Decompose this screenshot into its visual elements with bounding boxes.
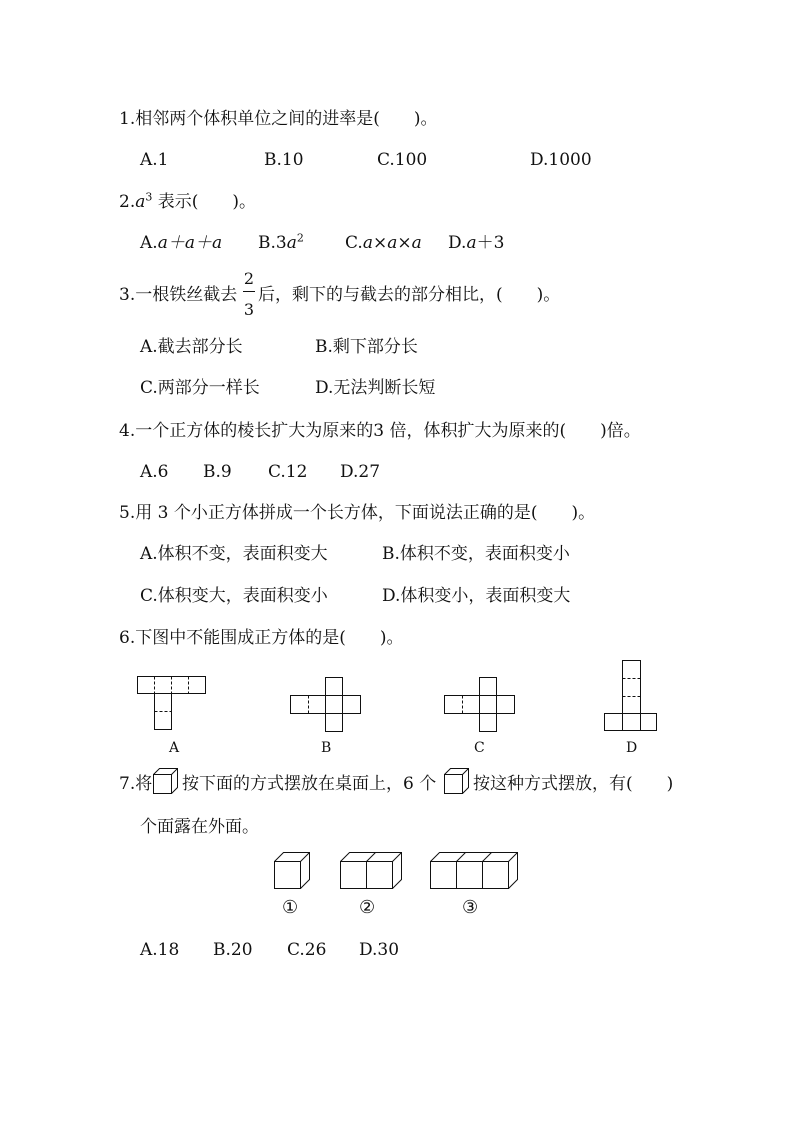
q4-option-a: A.6 (140, 462, 169, 482)
q7-part2: 按下面的方式摆放在桌面上，6 个 (182, 774, 437, 794)
q3-option-b: B.剩下部分长 (315, 337, 418, 357)
cube-net-d (604, 660, 660, 732)
q7-part3: 按这种方式摆放，有( ) (473, 774, 674, 794)
q3-fraction-bar (243, 291, 255, 292)
q7-option-d: D.30 (359, 940, 400, 960)
q7-option-b: B.20 (213, 940, 253, 960)
q3-fraction-denominator: 3 (243, 300, 255, 319)
q3-option-c: C.两部分一样长 (140, 378, 260, 398)
q3-option-d: D.无法判断长短 (315, 378, 436, 398)
q2-stem (119, 191, 256, 213)
q2-rest: 表示( )。 (157, 192, 257, 212)
cube-stack-1 (274, 852, 314, 892)
cube-net-c (444, 677, 516, 733)
net-a-label: A (169, 740, 180, 756)
q5-stem: 5.用 3 个小正方体拼成一个长方体，下面说法正确的是( )。 (119, 503, 596, 523)
q3-stem-before: 3.一根铁丝截去 (119, 285, 238, 305)
net-b-label: B (321, 740, 332, 756)
q7-part1: 7.将 (119, 774, 153, 794)
fig-label-1: ① (282, 897, 299, 918)
q1-option-d: D.1000 (530, 150, 592, 170)
q7-option-a: A.18 (140, 940, 180, 960)
q2-option-a: A.a＋a＋a (140, 233, 223, 253)
q7-line2: 个面露在外面。 (140, 817, 259, 837)
q2-exponent: 3 (145, 190, 153, 204)
q5-option-a: A.体积不变，表面积变大 (140, 544, 328, 564)
q4-option-d: D.27 (340, 462, 381, 482)
q1-option-c: C.100 (377, 150, 428, 170)
fig-label-3: ③ (462, 897, 479, 918)
q2-option-b: $B.3a^2$ (258, 231, 304, 253)
q5-option-c: C.体积变大，表面积变小 (140, 586, 328, 606)
small-cube-icon (153, 768, 179, 796)
fig-label-2: ② (359, 897, 376, 918)
q6-stem: 6.下图中不能围成正方体的是( )。 (119, 628, 404, 648)
q7-option-c: C.26 (287, 940, 327, 960)
q2-option-d: D.a＋3 (448, 233, 505, 253)
q3-fraction-numerator: 2 (243, 269, 255, 288)
net-d-label: D (626, 740, 638, 756)
q2-option-c: C.a×a×a (345, 233, 422, 253)
q1-option-b: B.10 (264, 150, 304, 170)
q3-option-a: A.截去部分长 (140, 337, 243, 357)
q1-stem: 1.相邻两个体积单位之间的进率是( )。 (119, 109, 438, 129)
q3-stem-after: 后，剩下的与截去的部分相比，( )。 (258, 285, 561, 305)
cube-net-b (290, 677, 362, 733)
net-c-label: C (474, 740, 485, 756)
q4-option-b: B.9 (203, 462, 232, 482)
q1-option-a: A.1 (140, 150, 169, 170)
q5-option-b: B.体积不变，表面积变小 (382, 544, 570, 564)
q4-option-c: C.12 (268, 462, 308, 482)
small-cube-icon-2 (444, 768, 470, 796)
cube-stack-3 (430, 852, 522, 892)
q5-option-d: D.体积变小，表面积变大 (382, 586, 571, 606)
cube-net-a (137, 676, 207, 731)
q4-stem: 4.一个正方体的棱长扩大为原来的3 倍，体积扩大为原来的( )倍。 (119, 421, 641, 441)
cube-stack-2 (340, 852, 406, 892)
q2-variable: a (135, 192, 146, 212)
q2-number: 2. (119, 192, 136, 212)
